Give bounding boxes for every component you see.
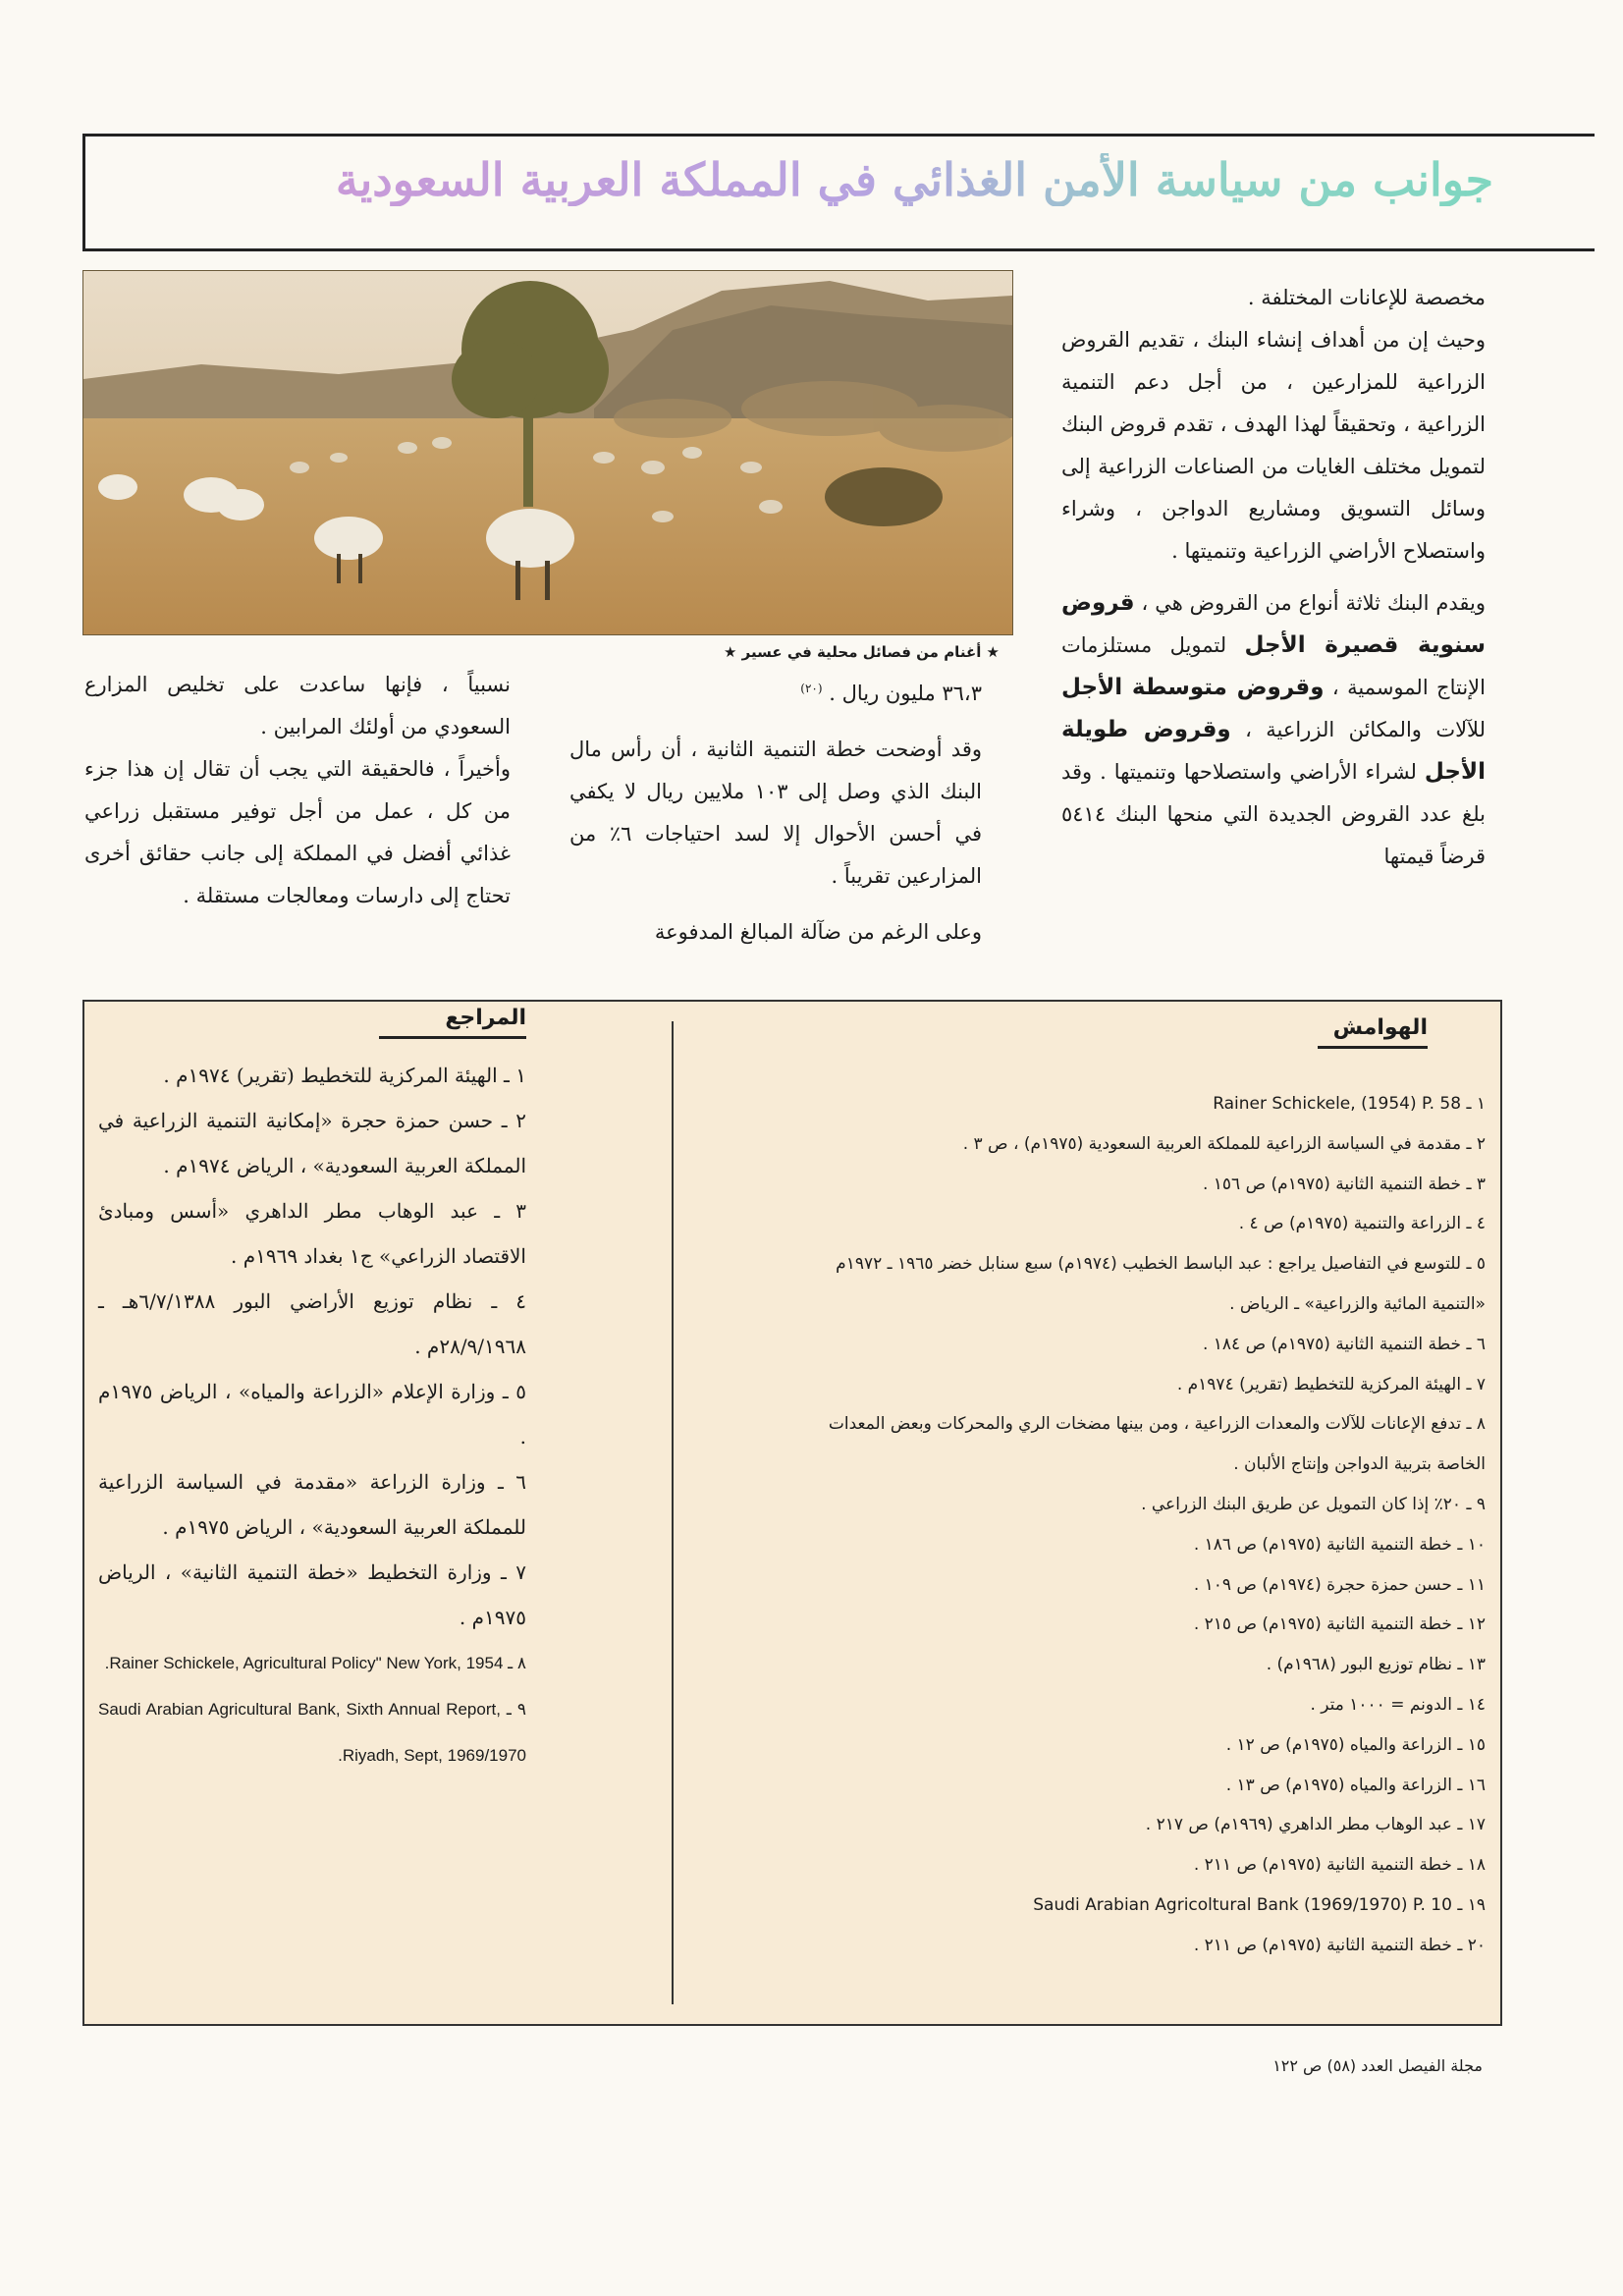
text-run: للآلات والمكائن الزراعية ، — [1230, 718, 1486, 741]
landscape-illustration — [83, 271, 1012, 634]
bold-term: وقروض طويلة الأجل — [1061, 717, 1486, 785]
reference-item: ٧ ـ وزارة التخطيط «خطة التنمية الثانية» ، الرياض ١٩٧٥م . — [98, 1560, 526, 1629]
sheep-photo — [82, 270, 1013, 635]
footnote-item: ١٥ ـ الزراعة والمياه (١٩٧٥م) ص ١٢ . — [1225, 1734, 1486, 1755]
footnotes-list — [808, 1084, 1486, 1966]
footnote-item: ١٦ ـ الزراعة والمياه (١٩٧٥م) ص ١٣ . — [1225, 1775, 1486, 1795]
loan-types-paragraph — [1061, 582, 1486, 878]
reference-item: ٩ ـ Saudi Arabian Agricultural Bank, Sixth Annual Report, Riyadh, Sept, 1969/1970. — [98, 1700, 526, 1765]
article-title: جوانب من سياسة الأمن الغذائي في المملكة العربية السعودية — [335, 153, 1493, 206]
footnote-item: ٧ ـ الهيئة المركزية للتخطيط (تقرير) ١٩٧٤م . — [1176, 1374, 1486, 1394]
paragraph: وأخيراً ، فالحقيقة التي يجب أن تقال إن هذا جزء من كل ، عمل من أجل توفير مستقبل زراعي غذائي أفضل في المملكة إلى جانب حقائق أخرى تحتاج إلى دارسات ومعالجات مستقلة . — [84, 757, 511, 907]
references-list — [98, 1053, 526, 1778]
paragraph: وحيث إن من أهداف إنشاء البنك ، تقديم القروض الزراعية للمزارعين ، من أجل دعم التنمية الزراعية ، وتحقيقاً لهذا الهدف ، تقدم قروض البنك لتمويل مختلف الغايات من الصناعات الزراعية إلى وسائل التسويق ومشاريع الدواجن ، وشراء واستصلاح الأراضي الزراعية وتنميتها . — [1061, 328, 1486, 563]
footnote-item: ١١ ـ حسن حمزة حجرة (١٩٧٤م) ص ١٠٩ . — [1193, 1574, 1486, 1595]
text-column-right — [1061, 277, 1486, 878]
footnote-item: ٢٠ ـ خطة التنمية الثانية (١٩٧٥م) ص ٢١١ . — [1193, 1935, 1486, 1955]
paragraph — [569, 668, 982, 715]
paragraph: وعلى الرغم من ضآلة المبالغ المدفوعة — [654, 920, 982, 944]
paragraph: وقد أوضحت خطة التنمية الثانية ، أن رأس مال البنك الذي وصل إلى ١٠٣ ملايين ريال لا يكفي في أحسن الأحوال إلا لسد احتياجات ٦٪ من المزارعين تقريباً . — [569, 738, 982, 888]
bold-term: وقروض متوسطة الأجل — [1061, 675, 1325, 700]
reference-item: ٣ ـ عبد الوهاب مطر الداهري «أسس ومبادئ الاقتصاد الزراعي» ج١ بغداد ١٩٦٩م . — [98, 1199, 527, 1268]
footnote-item: ١٤ ـ الدونم = ١٠٠٠ متر . — [1310, 1694, 1486, 1715]
page-footer: مجلة الفيصل العدد (٥٨) ص ١٢٢ — [1272, 2056, 1483, 2075]
reference-item: ٦ ـ وزارة الزراعة «مقدمة في السياسة الزراعية للمملكة العربية السعودية» ، الرياض ١٩٧٥م . — [98, 1470, 526, 1539]
reference-item: ١ ـ الهيئة المركزية للتخطيط (تقرير) ١٩٧٤م . — [163, 1064, 526, 1087]
footnote-item: ١٠ ـ خطة التنمية الثانية (١٩٧٥م) ص ١٨٦ . — [1193, 1534, 1486, 1555]
footnote-mark: (٢٠) — [800, 682, 823, 695]
photo-caption: ★ أغنام من فصائل محلية في عسير ★ — [723, 643, 1000, 661]
reference-item: ٢ ـ حسن حمزة حجرة «إمكانية التنمية الزراعية في المملكة العربية السعودية» ، الرياض ١٩٧٤م . — [98, 1109, 526, 1177]
footnote-item: ٦ ـ خطة التنمية الثانية (١٩٧٥م) ص ١٨٤ . — [1202, 1334, 1486, 1354]
reference-item: ٤ ـ نظام توزيع الأراضي البور ٦/٧/١٣٨٨هـ ـ ٢٨/٩/١٩٦٨م . — [98, 1289, 527, 1358]
text-run: ويقدم البنك ثلاثة أنواع من القروض هي ، — [1134, 591, 1486, 615]
footnote-item: ١٣ ـ نظام توزيع البور (١٩٦٨م) . — [1266, 1655, 1486, 1675]
text-column-left — [84, 664, 511, 917]
footnote-item: ١٩ ـ Saudi Arabian Agricoltural Bank (1969/1970) P. 10 — [1033, 1894, 1486, 1915]
reference-item: ٨ ـ Rainer Schickele, Agricultural Policy" New York, 1954. — [104, 1654, 526, 1672]
text-run: لشراء الأراضي واستصلاحها وتنميتها . وقد بلغ عدد القروض الجديدة التي منحها البنك ٥٤١٤ قرضاً قيمتها — [1061, 760, 1486, 868]
footnote-item: ٣ ـ خطة التنمية الثانية (١٩٧٥م) ص ١٥٦ . — [1202, 1174, 1486, 1194]
footnote-item: ٩ ـ ٢٠٪ إذا كان التمويل عن طريق البنك الزراعي . — [1141, 1494, 1486, 1514]
bold-term: قروض سنوية قصيرة الأجل — [1061, 590, 1486, 658]
footnote-item: ٥ ـ للتوسع في التفاصيل يراجع : عبد الباسط الخطيب (١٩٧٤م) سبع سنابل خضر ١٩٦٥ ـ ١٩٧٢م «التنمية المائية والزراعية» ـ الرياض . — [836, 1254, 1486, 1314]
paragraph: مخصصة للإعانات المختلفة . — [1247, 286, 1486, 309]
footnote-item: ٨ ـ تدفع الإعانات للآلات والمعدات الزراعية ، ومن بينها مضخات الري والمحركات وبعض المعدات الخاصة بتربية الدواجن وإنتاج الألبان . — [828, 1414, 1486, 1475]
text-run: ٣٦،٣ مليون ريال . — [829, 682, 982, 705]
column-divider — [672, 1021, 674, 2004]
paragraph: نسبياً ، فإنها ساعدت على تخليص المزارع السعودي من أولئك المرابين . — [84, 673, 511, 738]
references-heading: المراجع — [379, 1006, 526, 1039]
footnote-item: ١ ـ Rainer Schickele, (1954) P. 58 — [1213, 1094, 1486, 1114]
text-column-middle — [569, 668, 982, 954]
footnote-item: ٤ ـ الزراعة والتنمية (١٩٧٥م) ص ٤ . — [1238, 1214, 1486, 1234]
footnote-item: ٢ ـ مقدمة في السياسة الزراعية للمملكة العربية السعودية (١٩٧٥م) ، ص ٣ . — [962, 1133, 1486, 1154]
notes-heading: الهوامش — [1318, 1015, 1428, 1049]
footnote-item: ١٨ ـ خطة التنمية الثانية (١٩٧٥م) ص ٢١١ . — [1193, 1855, 1486, 1876]
footnote-item: ١٢ ـ خطة التنمية الثانية (١٩٧٥م) ص ٢١٥ . — [1193, 1614, 1486, 1635]
footnote-item: ١٧ ـ عبد الوهاب مطر الداهري (١٩٦٩م) ص ٢١٧ . — [1145, 1815, 1486, 1835]
reference-item: ٥ ـ وزارة الإعلام «الزراعة والمياه» ، الرياض ١٩٧٥م . — [98, 1380, 526, 1449]
text-run: لتمويل مستلزمات الإنتاج الموسمية ، — [1061, 633, 1486, 699]
